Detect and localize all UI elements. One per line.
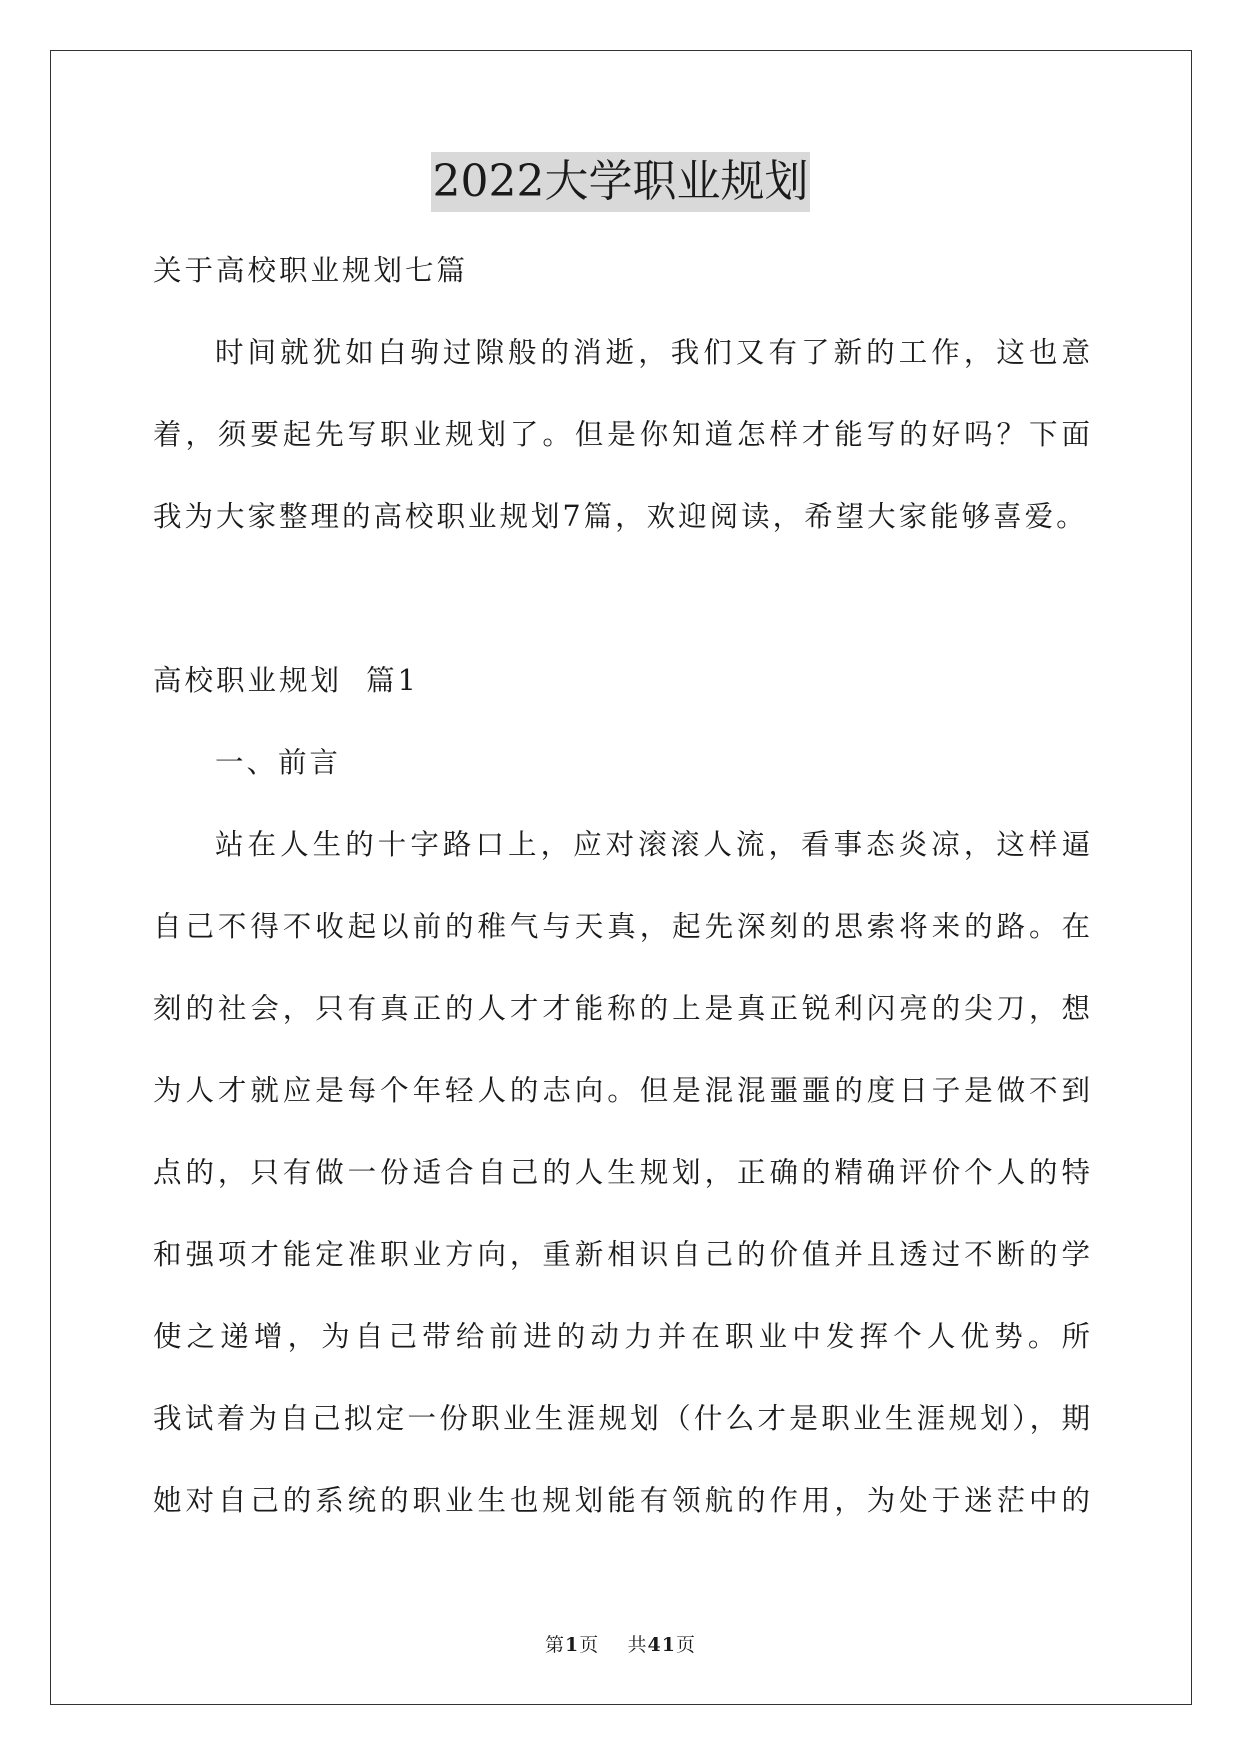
- body-line-4: 为人才就应是每个年轻人的志向。但是混混噩噩的度日子是做不到: [153, 1074, 1093, 1107]
- section-heading: 高校职业规划 篇1: [153, 664, 419, 697]
- body-line-3: 刻的社会，只有真正的人才才能称的上是真正锐利闪亮的尖刀，想: [153, 992, 1093, 1025]
- intro-line-2: 着，须要起先写职业规划了。但是你知道怎样才能写的好吗？下面: [153, 418, 1093, 451]
- subtitle: 关于高校职业规划七篇: [153, 254, 469, 287]
- footer-total-pages: 41: [647, 1634, 676, 1656]
- body-line-2: 自己不得不收起以前的稚气与天真，起先深刻的思索将来的路。在: [153, 910, 1093, 943]
- body-line-9: 她对自己的系统的职业生也规划能有领航的作用，为处于迷茫中的: [153, 1484, 1093, 1517]
- body-line-8: 我试着为自己拟定一份职业生涯规划（什么才是职业生涯规划），期: [153, 1402, 1093, 1435]
- title-container: [0, 152, 1241, 212]
- body-line-7: 使之递增，为自己带给前进的动力并在职业中发挥个人优势。所: [153, 1320, 1093, 1353]
- footer-page-suffix: 页: [579, 1634, 600, 1656]
- intro-line-3: 我为大家整理的高校职业规划7篇，欢迎阅读，希望大家能够喜爱。: [153, 500, 1088, 533]
- footer-total-suffix: 页: [675, 1634, 696, 1656]
- blank-line: [153, 558, 1093, 640]
- body-line-6: 和强项才能定准职业方向，重新相识自己的价值并且透过不断的学: [153, 1238, 1093, 1271]
- footer-page-number: 1: [565, 1634, 580, 1656]
- subsection-heading: 一、前言: [215, 746, 342, 779]
- document-body: [153, 230, 1093, 1542]
- intro-line-1: 时间就犹如白驹过隙般的消逝，我们又有了新的工作，这也意: [215, 336, 1093, 369]
- footer-page-prefix: 第: [545, 1634, 566, 1656]
- body-line-1: 站在人生的十字路口上，应对滚滚人流，看事态炎凉，这样逼: [215, 828, 1093, 861]
- page-footer: [0, 1630, 1241, 1657]
- body-line-5: 点的，只有做一份适合自己的人生规划，正确的精确评价个人的特: [153, 1156, 1093, 1189]
- footer-total-prefix: 共: [627, 1634, 648, 1656]
- document-title: 2022大学职业规划: [431, 152, 811, 212]
